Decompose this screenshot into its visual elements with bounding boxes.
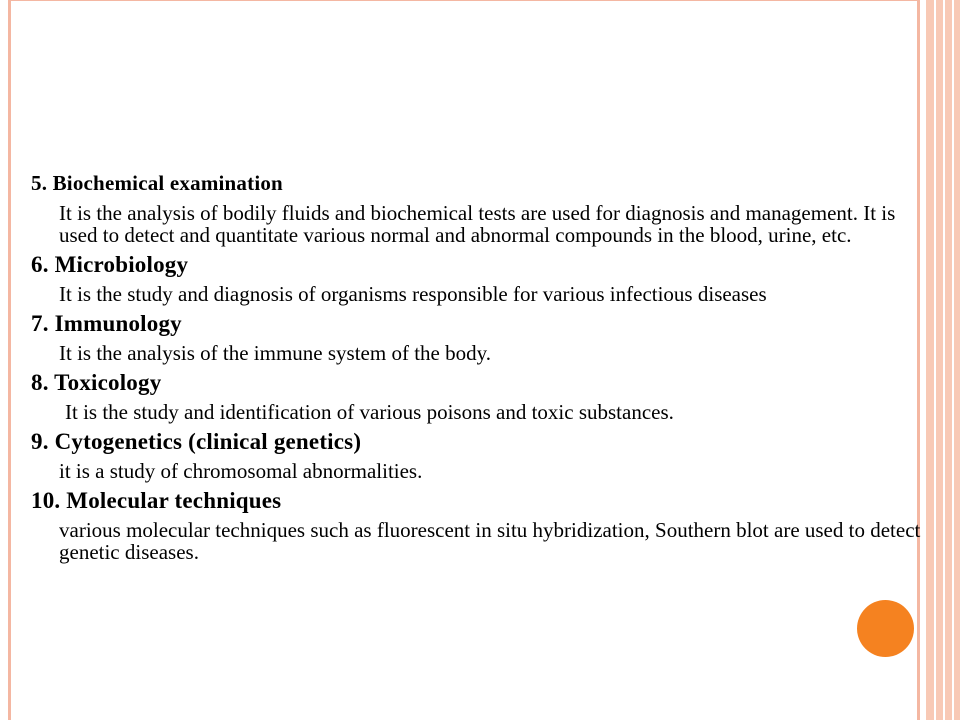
slide-frame-top xyxy=(8,0,918,1)
section-microbiology xyxy=(31,250,936,305)
section-heading: 7. Immunology xyxy=(31,311,182,336)
slide-frame-left xyxy=(8,0,11,720)
section-heading: 10. Molecular techniques xyxy=(31,488,282,513)
section-immunology xyxy=(31,309,936,364)
band-stripe xyxy=(952,0,954,720)
band-stripe xyxy=(943,0,945,720)
section-cytogenetics xyxy=(31,427,936,482)
slide-content xyxy=(31,169,936,567)
section-body: It is the study and identification of various poisons and toxic substances. xyxy=(65,400,674,424)
accent-circle-decoration xyxy=(857,600,914,657)
section-body: It is the analysis of bodily fluids and biochemical tests are used for diagnosis and management. It is used to detect and quantitate various normal and abnormal compounds in the blood, urine, etc. xyxy=(59,201,896,247)
section-heading: 5. Biochemical examination xyxy=(31,171,283,195)
section-heading: 6. Microbiology xyxy=(31,252,189,277)
section-body: It is the study and diagnosis of organisms responsible for various infectious diseases xyxy=(59,282,767,306)
section-heading: 9. Cytogenetics (clinical genetics) xyxy=(31,429,362,454)
section-heading: 8. Toxicology xyxy=(31,370,162,395)
section-body: It is the analysis of the immune system of the body. xyxy=(59,341,491,365)
section-body: various molecular techniques such as fluorescent in situ hybridization, Southern blot are used to detect genetic diseases. xyxy=(59,518,921,564)
section-biochemical-examination xyxy=(31,169,936,246)
section-molecular-techniques xyxy=(31,486,936,563)
section-body: it is a study of chromosomal abnormalities. xyxy=(59,459,423,483)
section-toxicology xyxy=(31,368,936,423)
